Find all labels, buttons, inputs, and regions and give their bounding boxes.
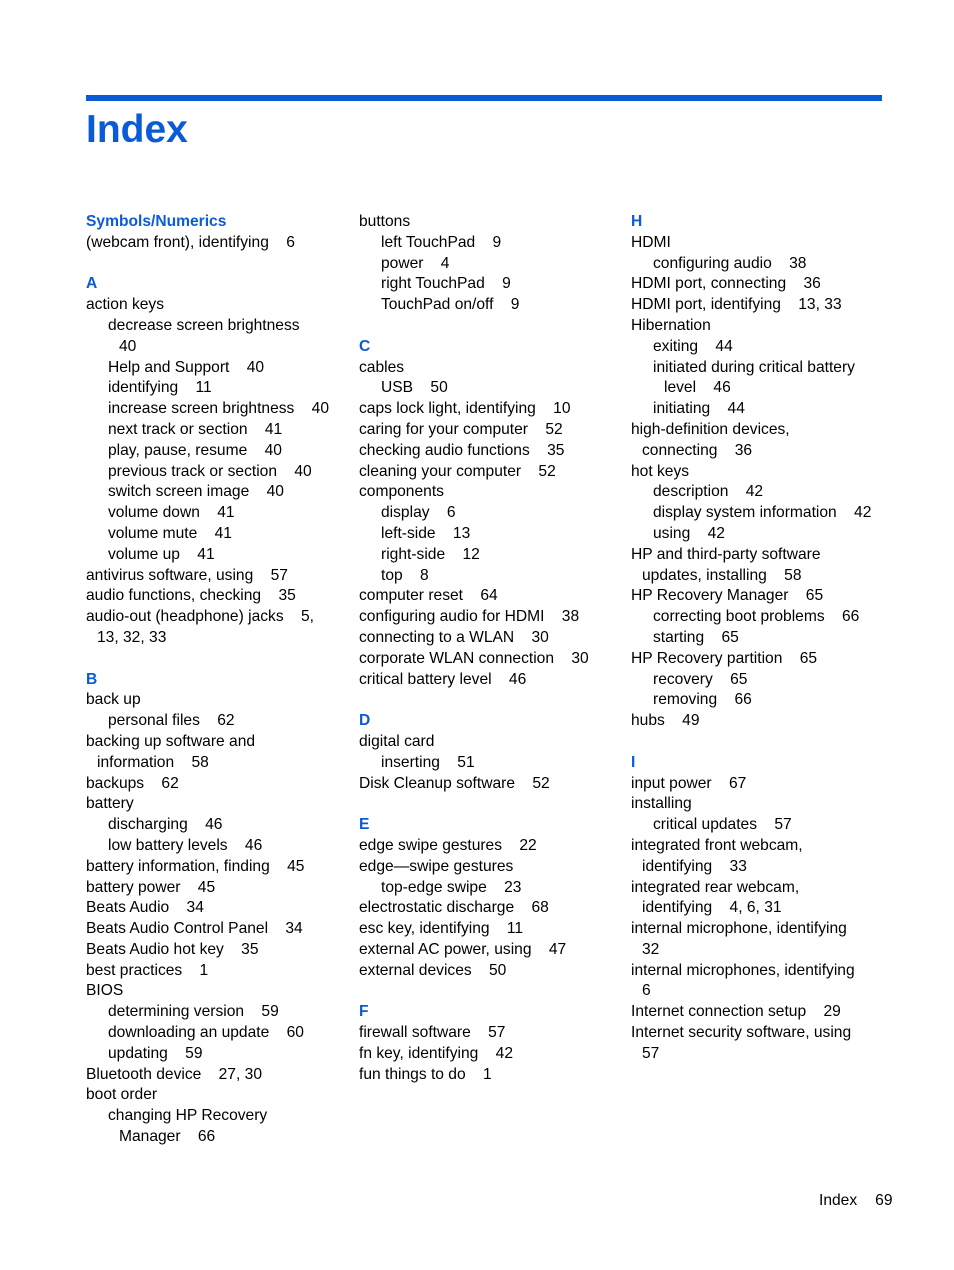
index-entry: HDMI port, identifying 13, 33 [631,296,842,314]
index-entry: top 8 [381,566,429,584]
index-entry: Internet security software, using [631,1024,852,1042]
index-entry: exiting 44 [653,337,733,355]
index-entry: electrostatic discharge 68 [359,899,549,917]
index-letter-heading: Symbols/Numerics [86,213,227,230]
index-group [86,212,348,254]
index-entry: HP Recovery partition 65 [631,649,818,667]
index-entry: battery power 45 [86,878,216,896]
index-entry: next track or section 41 [108,420,283,438]
index-entry: (webcam front), identifying 6 [86,233,295,251]
index-entry: Internet connection setup 29 [631,1003,841,1021]
index-group [359,337,621,691]
index-entry: action keys [86,296,165,314]
index-column-3 [631,212,881,1065]
index-entry: low battery levels 46 [108,836,263,854]
index-entry: buttons [359,213,411,230]
index-entry: caps lock light, identifying 10 [359,400,571,418]
index-entry: high-definition devices, [631,420,790,438]
index-entry: caring for your computer 52 [359,420,563,438]
index-entry: starting 65 [653,628,739,646]
index-entry: Beats Audio Control Panel 34 [86,920,303,938]
index-entry: display 6 [381,504,456,522]
index-entry: cables [359,358,405,376]
index-entry: switch screen image 40 [108,483,284,501]
page-title: Index [86,108,188,151]
page-footer [819,1191,893,1212]
index-entry: description 42 [653,483,764,501]
index-entry: corporate WLAN connection 30 [359,649,589,667]
index-entry: power 4 [381,254,450,272]
index-entry: TouchPad on/off 9 [381,296,520,314]
index-entry: discharging 46 [108,816,223,834]
index-entry: Hibernation [631,316,711,334]
index-entry: information 58 [97,753,209,771]
index-letter-heading: H [631,213,643,230]
index-entry: antivirus software, using 57 [86,566,288,584]
index-entry: fn key, identifying 42 [359,1044,514,1062]
index-entry: right-side 12 [381,545,480,563]
index-entry: Help and Support 40 [108,358,265,376]
index-entry: correcting boot problems 66 [653,608,860,626]
index-entry: best practices 1 [86,961,209,979]
index-entry: volume up 41 [108,545,215,563]
index-entry: 57 [642,1044,660,1062]
index-entry: components [359,483,444,501]
index-entry: fun things to do 1 [359,1065,492,1083]
index-entry: Beats Audio 34 [86,899,204,917]
index-entry: input power 67 [631,774,747,792]
index-entry: configuring audio for HDMI 38 [359,608,580,626]
index-group [86,274,348,648]
index-entry: Disk Cleanup software 52 [359,774,550,792]
index-group [631,212,881,732]
index-entry: using 42 [653,524,725,542]
index-entry: volume down 41 [108,504,235,522]
index-entry: display system information 42 [653,504,872,522]
index-entry: removing 66 [653,691,752,709]
index-letter-heading: C [359,337,371,355]
index-entry: digital card [359,732,435,750]
index-entry: determining version 59 [108,1003,279,1021]
index-entry: recovery 65 [653,670,748,688]
index-entry: 32 [642,940,660,958]
index-entry: right TouchPad 9 [381,275,511,293]
index-entry: Beats Audio hot key 35 [86,940,259,958]
footer-label: Index [819,1192,858,1209]
index-entry: downloading an update 60 [108,1024,304,1042]
index-entry: back up [86,691,141,709]
index-entry: increase screen brightness 40 [108,400,330,418]
index-entry: edge swipe gestures 22 [359,836,537,854]
index-entry: external devices 50 [359,961,507,979]
index-entry: backing up software and [86,732,256,750]
index-entry: updating 59 [108,1044,203,1062]
index-letter-heading: B [86,670,98,688]
index-group [359,212,621,316]
header-rule [86,95,882,101]
index-entry: internal microphones, identifying [631,961,855,979]
index-entry: updates, installing 58 [642,566,802,584]
index-entry: battery information, finding 45 [86,857,305,875]
index-entry: Bluetooth device 27, 30 [86,1065,262,1083]
index-entry: identifying 11 [108,379,212,397]
index-entry: edge—swipe gestures [359,857,514,875]
index-entry: level 46 [664,379,731,397]
index-group [359,815,621,981]
index-letter-heading: I [631,753,636,771]
index-column-2 [359,212,621,1085]
index-entry: backups 62 [86,774,179,792]
index-entry: checking audio functions 35 [359,441,565,459]
index-entry: external AC power, using 47 [359,940,567,958]
index-entry: top-edge swipe 23 [381,878,522,896]
index-group [359,711,621,794]
index-entry: installing [631,795,692,813]
index-entry: critical battery level 46 [359,670,527,688]
index-letter-heading: D [359,712,371,730]
index-column-1 [86,212,348,1148]
index-entry: inserting 51 [381,753,475,771]
index-entry: play, pause, resume 40 [108,441,282,459]
index-entry: hubs 49 [631,712,700,730]
index-entry: HP and third-party software [631,545,821,563]
index-entry: initiated during critical battery [653,358,855,376]
index-entry: hot keys [631,462,690,480]
index-entry: audio-out (headphone) jacks 5, [86,608,314,626]
index-letter-heading: A [86,275,98,293]
index-entry: decrease screen brightness [108,316,300,334]
index-entry: Manager 66 [119,1128,216,1146]
index-entry: cleaning your computer 52 [359,462,556,480]
index-entry: BIOS [86,982,124,1000]
index-entry: changing HP Recovery [108,1107,268,1125]
index-entry: HDMI [631,233,671,251]
index-entry: left-side 13 [381,524,471,542]
index-entry: 13, 32, 33 [97,628,167,646]
index-entry: internal microphone, identifying [631,920,847,938]
index-entry: battery [86,795,134,813]
index-letter-heading: F [359,1003,369,1021]
index-entry: configuring audio 38 [653,254,807,272]
index-entry: critical updates 57 [653,816,792,834]
index-entry: HP Recovery Manager 65 [631,587,824,605]
index-entry: HDMI port, connecting 36 [631,275,821,293]
index-entry: 40 [119,337,137,355]
index-group [631,753,881,1065]
index-entry: connecting to a WLAN 30 [359,628,549,646]
index-group [86,670,348,1148]
index-entry: previous track or section 40 [108,462,312,480]
index-entry: personal files 62 [108,712,235,730]
index-letter-heading: E [359,816,370,834]
index-entry: firewall software 57 [359,1024,506,1042]
index-entry: integrated rear webcam, [631,878,800,896]
index-entry: volume mute 41 [108,524,232,542]
index-entry: esc key, identifying 11 [359,920,524,938]
index-entry: identifying 33 [642,857,747,875]
index-entry: USB 50 [381,379,448,397]
index-entry: audio functions, checking 35 [86,587,296,605]
index-entry: identifying 4, 6, 31 [642,899,782,917]
page-number: 69 [875,1192,893,1209]
index-entry: computer reset 64 [359,587,498,605]
index-group [359,1002,621,1085]
index-entry: boot order [86,1086,158,1104]
index-entry: integrated front webcam, [631,836,803,854]
index-entry: left TouchPad 9 [381,233,502,251]
index-entry: initiating 44 [653,400,745,418]
index-entry: connecting 36 [642,441,753,459]
index-entry: 6 [642,982,651,1000]
